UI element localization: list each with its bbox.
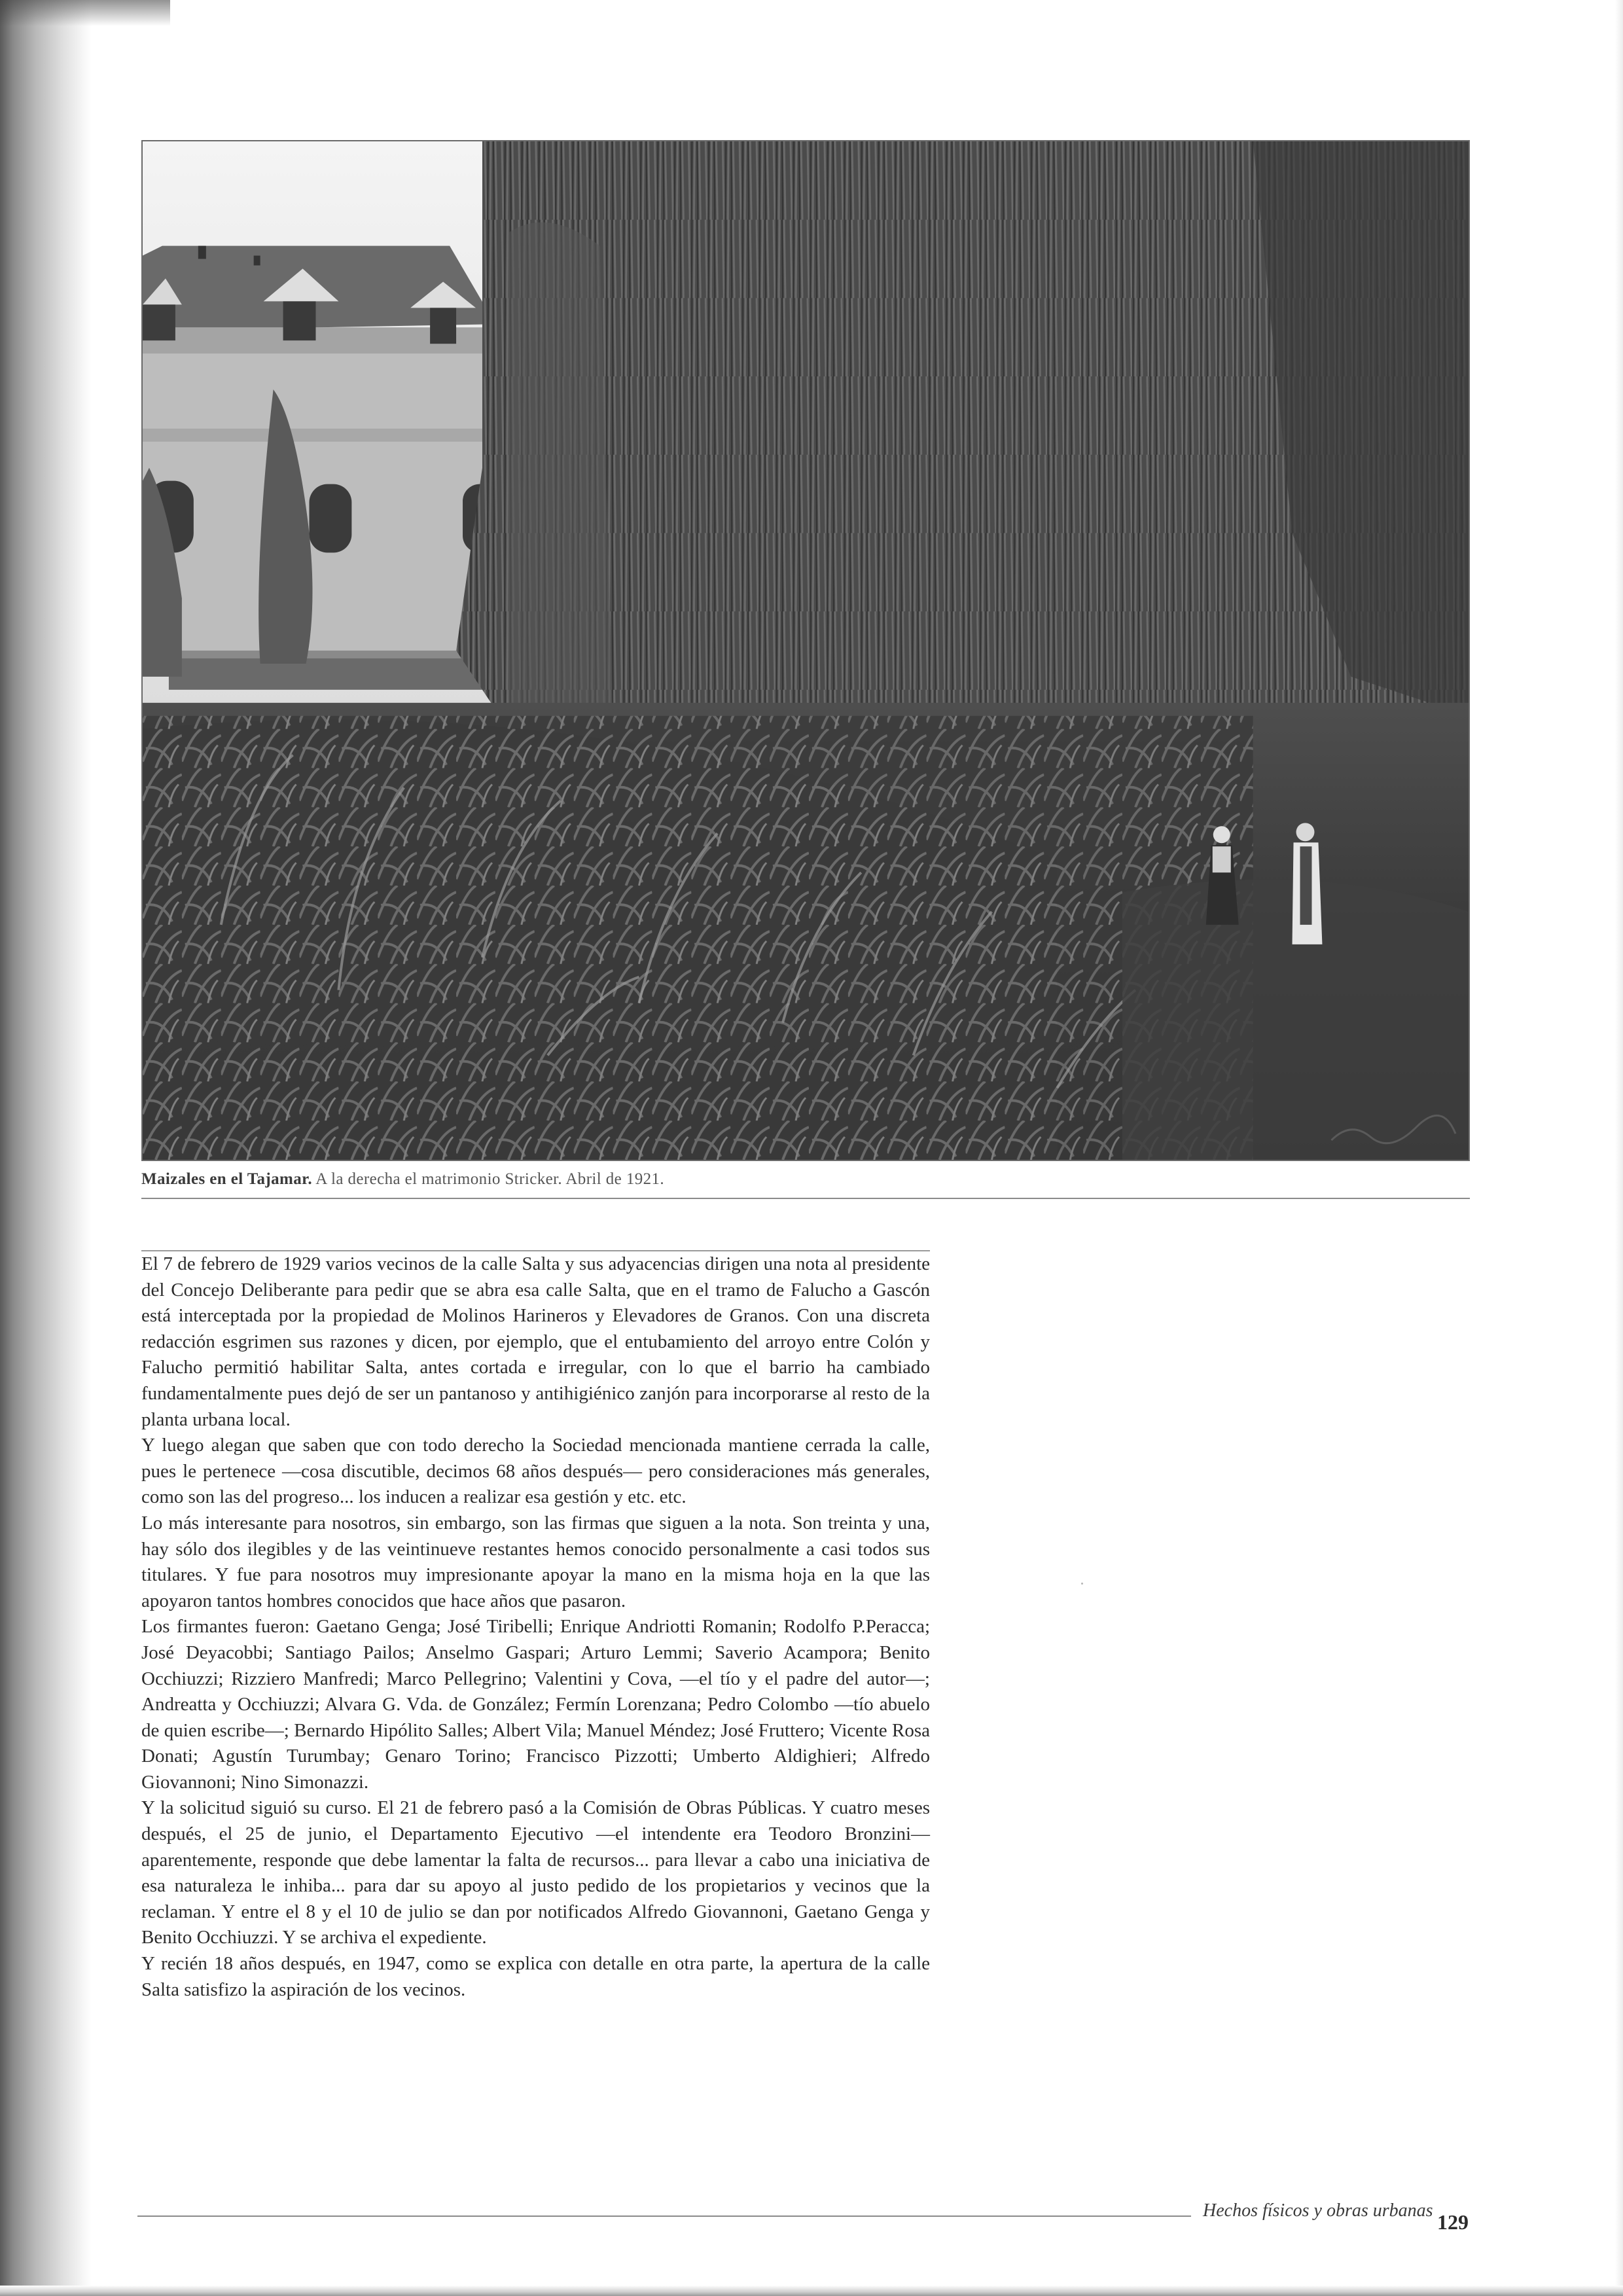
footer-rule	[137, 2215, 1191, 2217]
photo-building	[143, 246, 508, 667]
paragraph-5: Y la solicitud siguió su curso. El 21 de febrero pasó a la Comisión de Obras Públicas. Y cuatro meses después, el 25 de junio, el Departamento Ejecutivo —el intendente era Teodoro Bronzini— aparentemente, responde que debe lamentar la falta de recursos... para llevar a cabo una iniciativa de esa naturaleza le inhiba... para dar su apoyo al justo pedido de los propietarios y vecinos que la reclaman. Y entre el 8 y el 10 de julio se dan por notificados Alfredo Giovannoni, Gaetano Genga y Benito Occhiuzzi. Y se archiva el expediente.	[141, 1797, 930, 1948]
photo-illustration	[143, 141, 1469, 1160]
photo-caption	[141, 1170, 1470, 1196]
paper-speck	[1081, 1583, 1083, 1585]
page-number: 129	[1437, 2210, 1469, 2234]
caption-title: Maizales en el Tajamar.	[141, 1170, 313, 1188]
book-corner-shadow	[0, 0, 170, 26]
running-title: Hechos físicos y obras urbanas	[1203, 2200, 1433, 2221]
paragraph-6: Y recién 18 años después, en 1947, como se explica con detalle en otra parte, la apertura de la calle Salta satisfizo la aspiración de los vecinos.	[141, 1953, 930, 2000]
page-right-edge	[1615, 0, 1623, 2296]
page-bottom-edge	[0, 2286, 1623, 2296]
paragraph-1: El 7 de febrero de 1929 varios vecinos de la calle Salta y sus adyacencias dirigen una nota al presidente del Concejo Deliberante para pedir que se abra esa calle Salta, que en el tramo de Falucho a Gascón está interceptada por la propiedad de Molinos Harineros y Elevadores de Granos. Con una discreta redacción esgrimen sus razones y dicen, por ejemplo, que el entubamiento del arroyo entre Colón y Falucho permitió habilitar Salta, antes cortada e irregular, con lo que el barrio ha cambiado fundamentalmente pues dejó de ser un pantanoso y antihigiénico zanjón para incorporarse al resto de la planta urbana local.	[141, 1253, 930, 1430]
article-body	[141, 1251, 930, 2003]
paragraph-3: Lo más interesante para nosotros, sin embargo, son las firmas que siguen a la nota. Son treinta y una, hay sólo dos ilegibles y de las veintinueve restantes hemos conocido personalmente a casi todos sus titulares. Y fue para nosotros muy impresionante apoyar la mano en la misma hoja en la que las apoyaron tantos hombres conocidos que hace años que pasaron.	[141, 1512, 930, 1611]
caption-rule	[141, 1198, 1470, 1199]
paragraph-4: Los firmantes fueron: Gaetano Genga; José Tiribelli; Enrique Andriotti Romanin; Rodolfo P.Peracca; José Deyacobbi; Santiago Pailos; Anselmo Gaspari; Arturo Lemmi; Saverio Acampora; Benito Occhiuzzi; Rizziero Manfredi; Marco Pellegrino; Valentini y Cova, —el tío y el padre del autor—; Andreatta y Occhiuzzi; Alvara G. Vda. de González; Fermín Lorenzana; Pedro Colombo —tío abuelo de quien escribe—; Bernardo Hipólito Salles; Albert Vila; Manuel Méndez; José Fruttero; Vicente Rosa Donati; Agustín Turumbay; Genaro Torino; Francisco Pizzotti; Umberto Aldighieri; Alfredo Giovannoni; Nino Simonazzi.	[141, 1616, 930, 1793]
photograph	[141, 140, 1470, 1161]
caption-text: A la derecha el matrimonio Stricker. Abril de 1921.	[312, 1170, 665, 1188]
book-gutter-shadow	[0, 0, 92, 2296]
paragraph-2: Y luego alegan que saben que con todo derecho la Sociedad mencionada mantiene cerrada la calle, pues le pertenece —cosa discutible, decimos 68 años después— pero consideraciones más generales, como son las del progreso... los inducen a realizar esa gestión y etc. etc.	[141, 1435, 930, 1508]
